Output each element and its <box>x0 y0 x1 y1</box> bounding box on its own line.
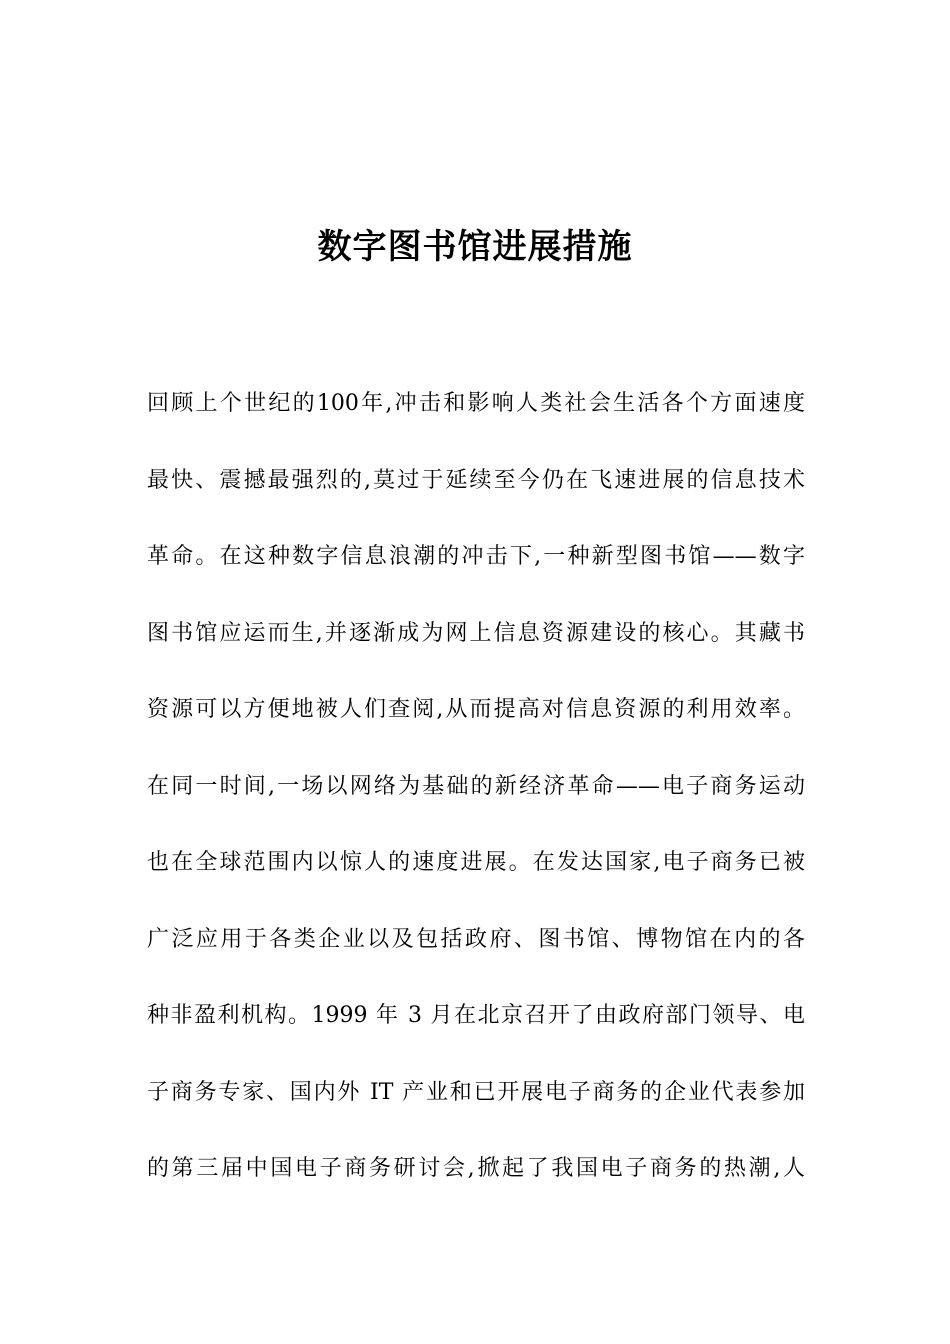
body-line: 种非盈利机构。1999 年 3 月在北京召开了由政府部门领导、电 <box>147 1003 805 1028</box>
document-title: 数字图书馆进展措施 <box>317 227 633 267</box>
body-line: 广泛应用于各类企业以及包括政府、图书馆、博物馆在内的各 <box>147 926 805 952</box>
body-line: 最快、震撼最强烈的,莫过于延续至今仍在飞速进展的信息技术 <box>147 467 805 493</box>
body-line: 资源可以方便地被人们查阅,从而提高对信息资源的利用效率。 <box>147 697 805 722</box>
body-line: 图书馆应运而生,并逐渐成为网上信息资源建设的核心。其藏书 <box>147 620 805 646</box>
body-line: 也在全球范围内以惊人的速度进展。在发达国家,电子商务已被 <box>147 850 805 875</box>
body-line: 的第三届中国电子商务研讨会,掀起了我国电子商务的热潮,人 <box>147 1156 805 1181</box>
document-body <box>147 381 805 1223</box>
body-line: 革命。在这种数字信息浪潮的冲击下,一种新型图书馆——数字 <box>147 544 805 569</box>
body-line: 子商务专家、国内外 IT 产业和已开展电子商务的企业代表参加 <box>147 1079 805 1105</box>
body-line: 在同一时间,一场以网络为基础的新经济革命——电子商务运动 <box>147 773 805 799</box>
body-line: 回顾上个世纪的100年,冲击和影响人类社会生活各个方面速度 <box>147 391 805 416</box>
